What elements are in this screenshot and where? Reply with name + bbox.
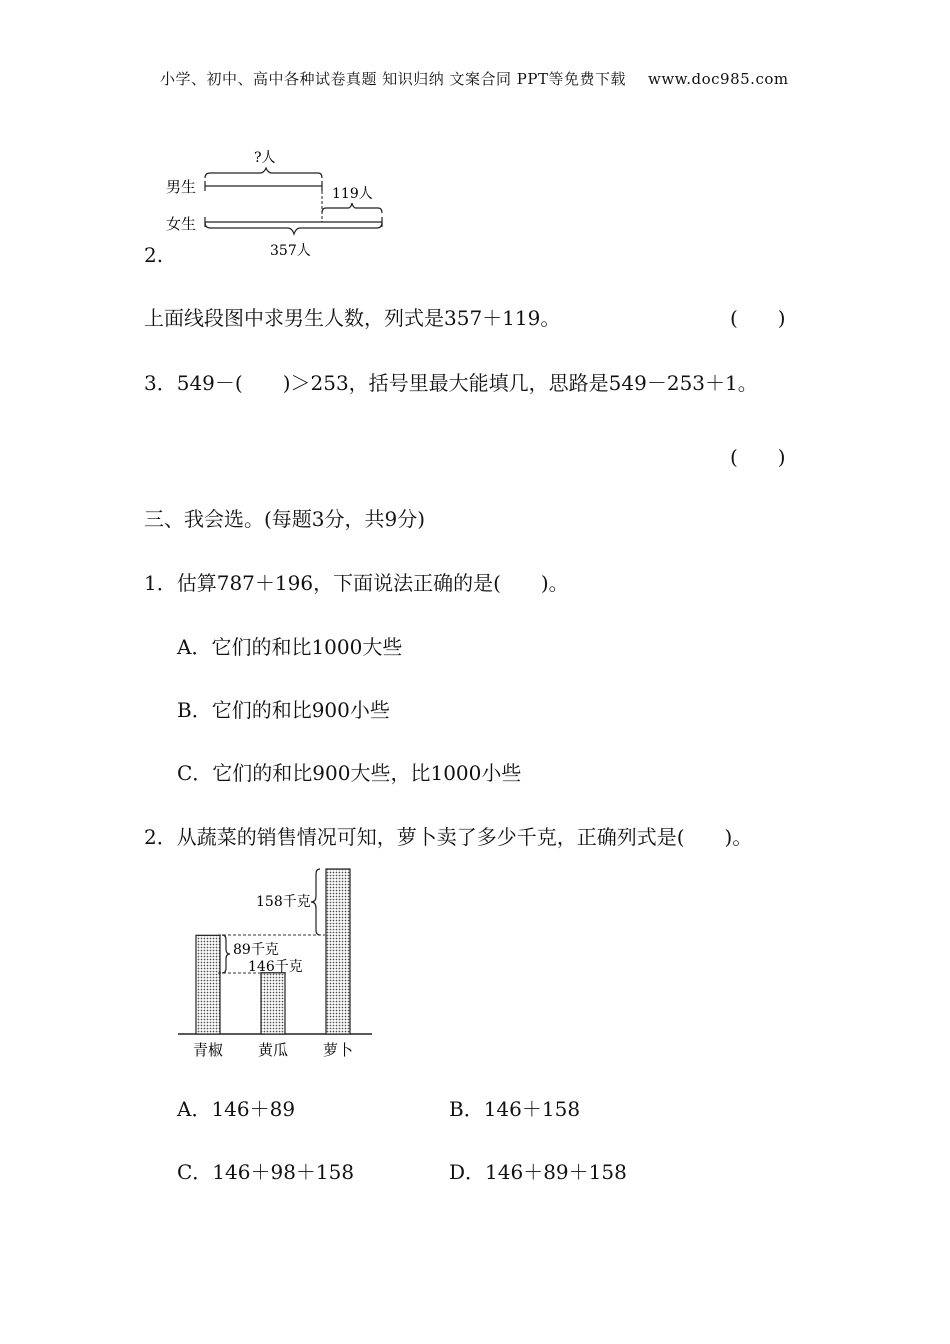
judge-q2-number: 2. xyxy=(144,243,164,267)
choice-q2-option-d[interactable]: D．146＋89＋158 xyxy=(449,1160,627,1184)
question-label: ?人 xyxy=(254,150,276,166)
choice-q1-stem: 1．估算787＋196，下面说法正确的是( )。 xyxy=(144,571,569,595)
header-text: 小学、初中、高中各种试卷真题 知识归纳 文案合同 PPT等免费下载 xyxy=(160,70,626,88)
header-site: www.doc985.com xyxy=(648,70,789,88)
bar-青椒 xyxy=(196,935,220,1034)
brace-89 xyxy=(222,935,230,973)
brace-158 xyxy=(311,869,320,935)
total-brace xyxy=(205,222,382,234)
category-label-1: 黄瓜 xyxy=(257,1041,289,1059)
question-brace xyxy=(205,168,322,178)
annotation-158: 158千克 xyxy=(256,894,311,910)
choice-q2-stem: 2．从蔬菜的销售情况可知，萝卜卖了多少千克，正确列式是( )。 xyxy=(144,825,753,849)
total-label: 357人 xyxy=(270,243,311,259)
page-header xyxy=(160,68,789,89)
section3-title: 三、我会选。(每题3分，共9分) xyxy=(144,507,426,531)
choice-q2-option-b[interactable]: B．146＋158 xyxy=(449,1097,581,1121)
judge-q3-statement: 3．549－( )＞253，括号里最大能填几，思路是549－253＋1。 xyxy=(144,371,758,395)
boy-label: 男生 xyxy=(166,178,197,196)
judge-q3-answer-blank[interactable]: ( ) xyxy=(730,445,786,469)
diff-brace xyxy=(322,203,382,213)
category-label-2: 萝卜 xyxy=(322,1041,354,1059)
vegetable-bar-chart xyxy=(170,862,390,1067)
choice-q2-option-a[interactable]: A．146＋89 xyxy=(177,1097,296,1121)
annotation-89: 89千克 xyxy=(233,942,279,958)
judge-q2-statement: 上面线段图中求男生人数，列式是357＋119。 xyxy=(144,306,561,330)
bar-黄瓜 xyxy=(261,973,285,1034)
choice-q1-option-a[interactable]: A．它们的和比1000大些 xyxy=(177,635,403,659)
choice-q1-option-b[interactable]: B．它们的和比900小些 xyxy=(177,698,390,722)
girl-label: 女生 xyxy=(166,215,197,233)
annotation-146: 146千克 xyxy=(248,959,303,975)
choice-q2-option-c[interactable]: C．146＋98＋158 xyxy=(177,1160,355,1184)
bar-萝卜 xyxy=(326,869,350,1034)
diff-label: 119人 xyxy=(332,186,373,202)
segment-diagram xyxy=(160,140,400,270)
judge-q2-answer-blank[interactable]: ( ) xyxy=(730,306,786,330)
category-label-0: 青椒 xyxy=(192,1041,224,1059)
choice-q1-option-c[interactable]: C．它们的和比900大些，比1000小些 xyxy=(177,761,522,785)
